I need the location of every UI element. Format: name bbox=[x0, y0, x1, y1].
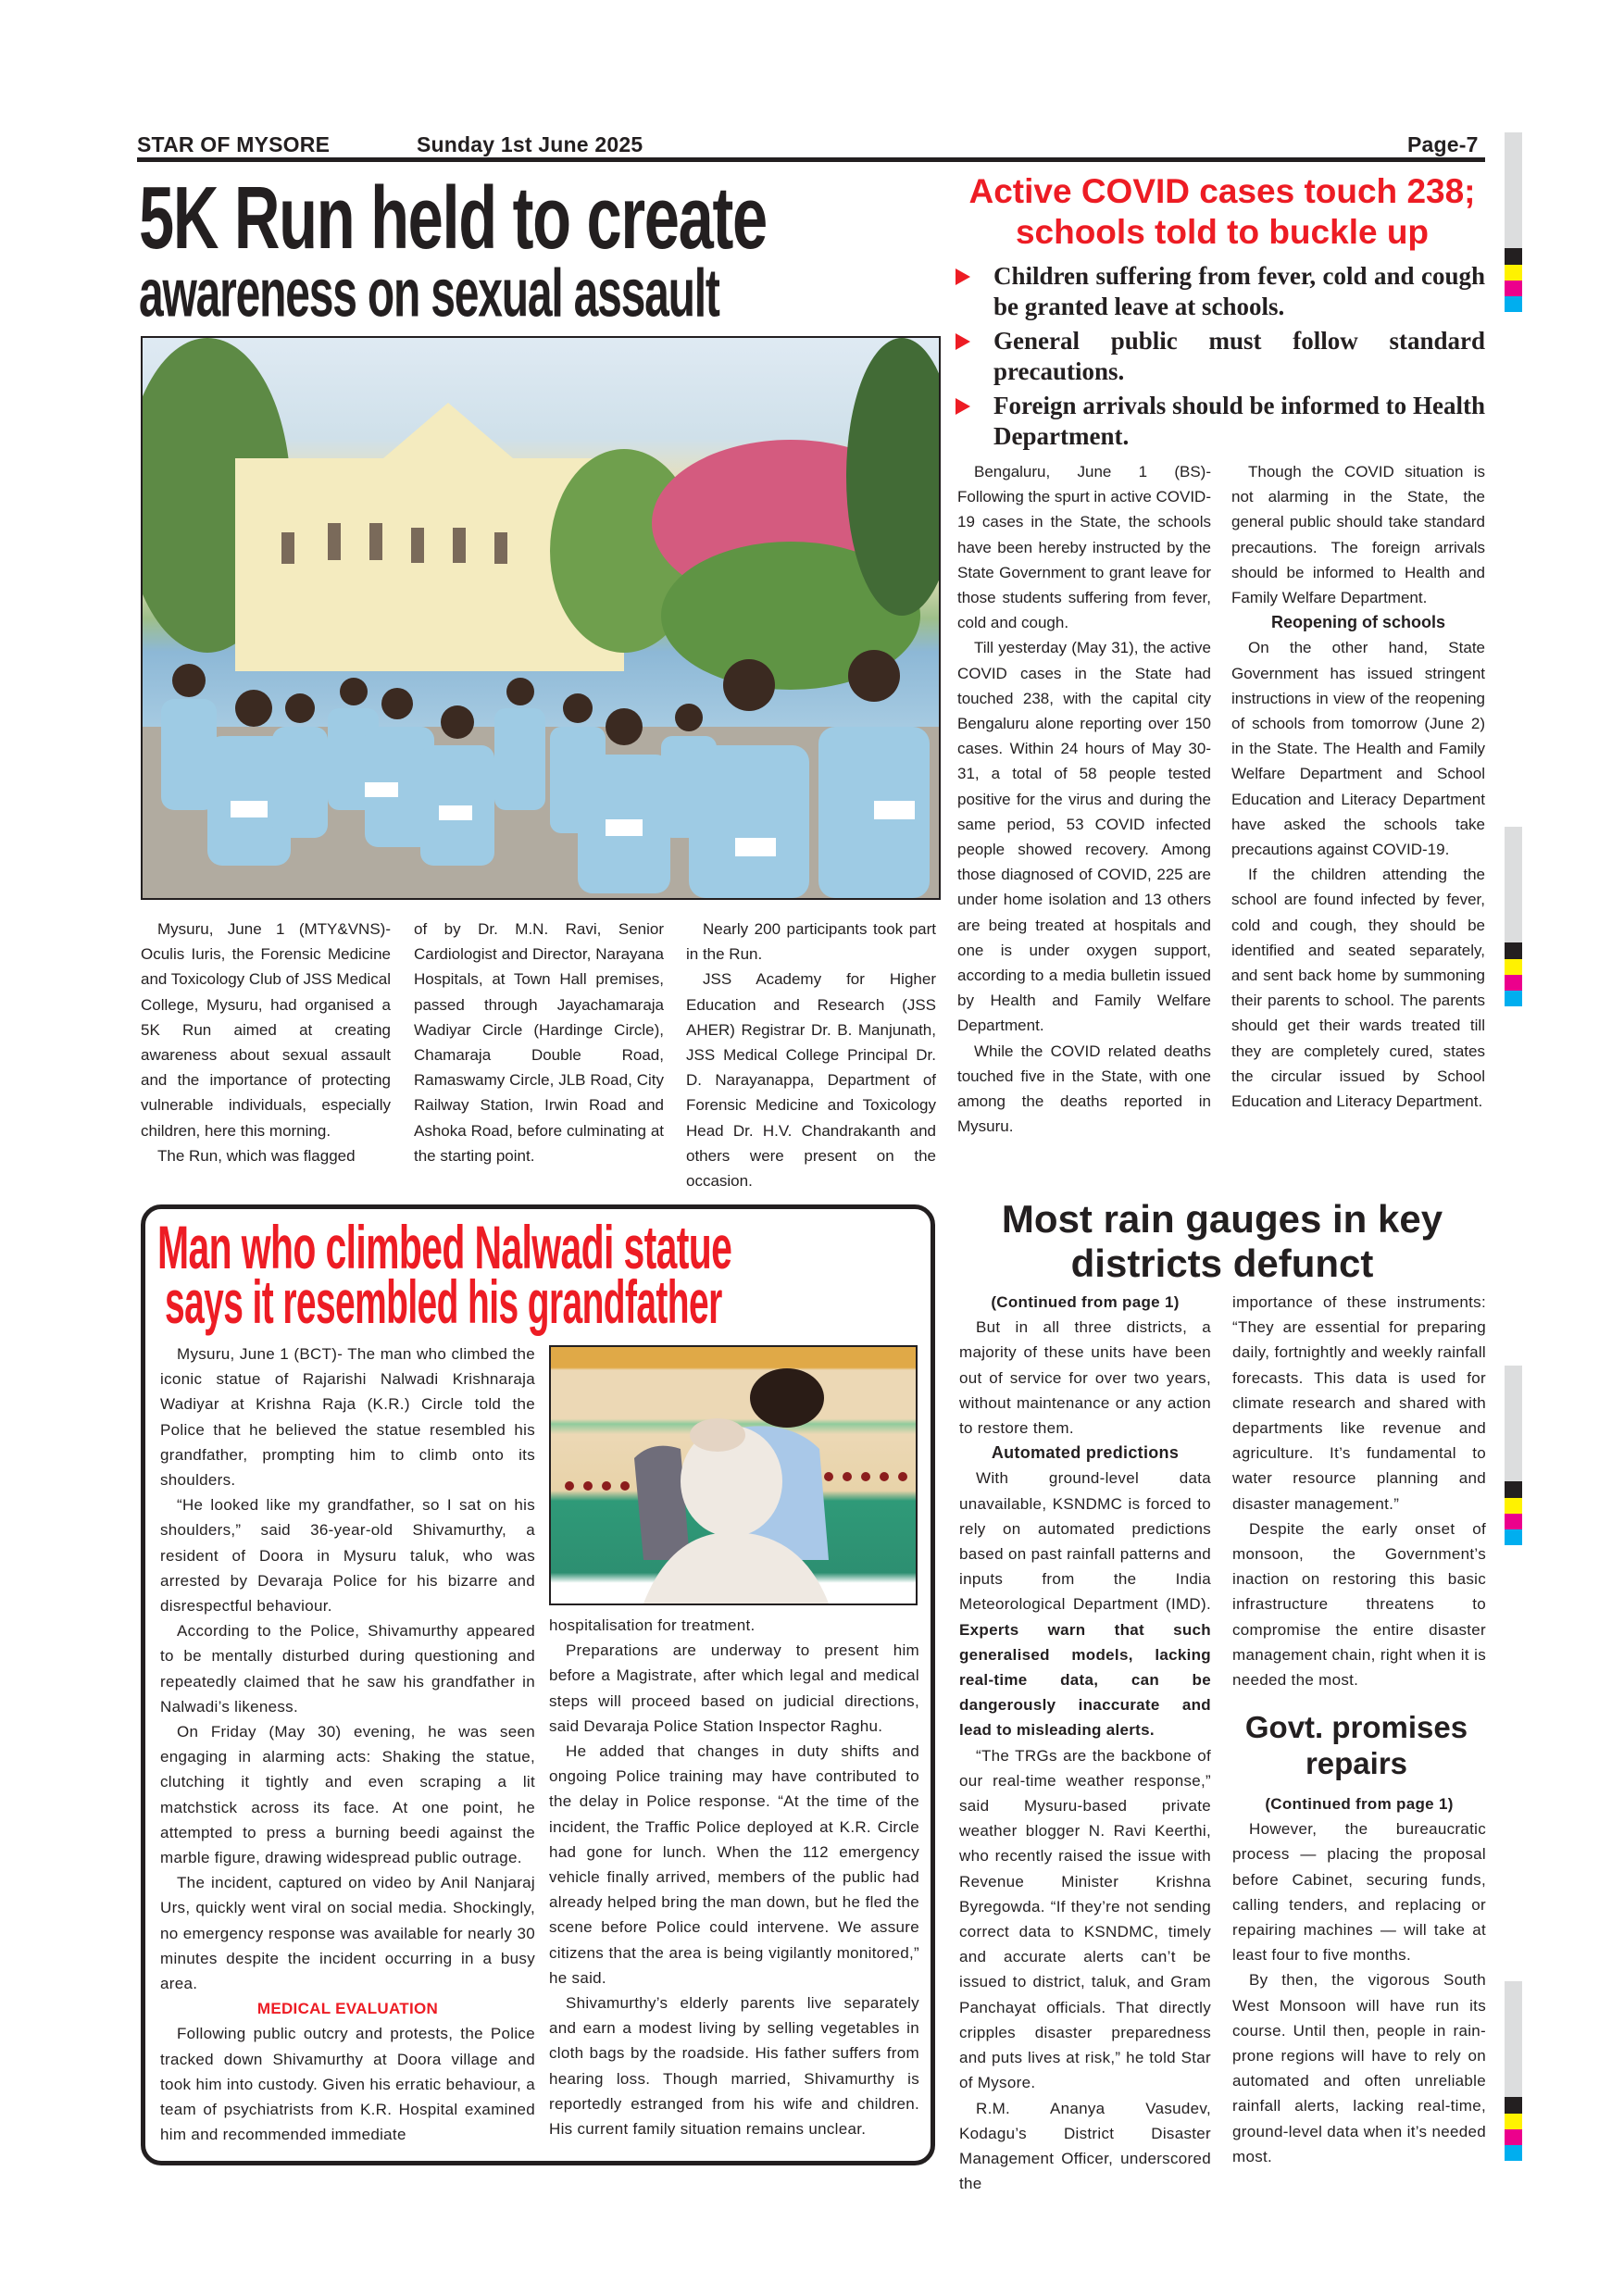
bold-quote: Experts warn that such generalised models, lacking real-time data, can be dangerously inaccurate and lead to misleading alerts. bbox=[959, 1620, 1211, 1740]
article-statue-column-1 bbox=[160, 1341, 535, 2148]
paragraph: Though the COVID situation is not alarming in the State, the general public should take standard precautions. The foreign arrivals should be informed to Health and Family Welfare Department. bbox=[1231, 463, 1485, 607]
paragraph: of by Dr. M.N. Ravi, Senior Cardiologist and Director, Narayana Hospitals, at Town Hall premises, passed through Jayachamaraja Wadiyar Circle (Hardinge Circle), Chamaraja Double Road, Ramaswamy Circle, JLB Road, City Railway Station, Irwin Road and Ashoka Road, before culminating at the starting point. bbox=[414, 920, 664, 1165]
highlight-item: Children suffering from fever, cold and cough be granted leave at schools. bbox=[954, 261, 1485, 322]
masthead-rule bbox=[137, 157, 1485, 162]
participants-walking-5k-run-photo bbox=[141, 336, 941, 900]
subheading-automated-predictions: Automated predictions bbox=[991, 1443, 1180, 1463]
article-rain-column-1 bbox=[959, 1290, 1211, 2196]
paragraph: Nearly 200 participants took part in the Run. bbox=[686, 920, 936, 964]
article-covid-column-2 bbox=[1231, 459, 1485, 1114]
red-triangle-bullet-icon bbox=[956, 268, 970, 285]
masthead-paper-name: STAR OF MYSORE bbox=[137, 132, 331, 156]
article-5k-run-column-3 bbox=[686, 917, 936, 1193]
headline-statue-line2: says it resembled his grandfather bbox=[165, 1267, 722, 1336]
masthead-date: Sunday 1st June 2025 bbox=[417, 132, 643, 156]
paragraph: R.M. Ananya Vasudev, Kodagu’s District Disaster Management Officer, underscored the bbox=[959, 2099, 1211, 2193]
man-on-statue-photo bbox=[549, 1345, 918, 1605]
subheading-medical-evaluation: MEDICAL EVALUATION bbox=[256, 2000, 439, 2018]
paragraph: With ground-level data unavailable, KSNDMC is forced to rely on automated predictions based on past rainfall patterns and inputs from the India Meteorological Department (IMD). Experts warn that such generalised models, lacking real-time data, can be dangerously inaccurate and lead to misleading alerts. bbox=[959, 1469, 1211, 1740]
headline-rain-gauges bbox=[954, 1197, 1491, 1286]
paragraph: “The TRGs are the backbone of our real-time weather response,” said Mysuru-based private weather blogger N. Ravi Keerthi, who recently raised the issue with Revenue Minister Krishna Byregowda. “If they’re not sending correct data to KSNDMC, timely and accurate alerts can’t be issued to district, taluk, and Gram Panchayat officials. That directly cripples disaster preparedness and puts lives at risk,” he told Star of Mysore. bbox=[959, 1746, 1211, 2092]
paragraph: Despite the early onset of monsoon, the Government’s inaction on restoring this basic infrastructure threatens to compromise the entire disaster management chain, right when it is needed the most. bbox=[1232, 1519, 1486, 1690]
red-triangle-bullet-icon bbox=[956, 333, 970, 350]
paragraph: JSS Academy for Higher Education and Research (JSS AHER) Registrar Dr. B. Manjunath, JSS Medical College Principal Dr. D. Narayanappa, Department of Forensic Medicine and Toxicology Head Dr. H.V. Chandrakanth and others were present on the occasion. bbox=[686, 970, 936, 1191]
run-photo-illustration bbox=[143, 338, 939, 898]
paragraph: By then, the vigorous South West Monsoon will have run its course. Until then, people in rain-prone regions will have to rely on automated and often unreliable rainfall alerts, lacking real-time, ground-level data when it’s needed most. bbox=[1232, 1971, 1486, 2165]
paragraph: On the other hand, State Government has issued stringent instructions in view of the reopening of schools from tomorrow (June 2) in the State. The Health and Family Welfare Department and School Education and Literacy Department have asked the schools take precautions against COVID-19. bbox=[1231, 639, 1485, 859]
paragraph: However, the bureaucratic process — placing the proposal before Cabinet, securing funds, calling tenders, and replacing or repairing machines — will take at least four to five months. bbox=[1232, 1820, 1486, 1965]
paragraph: The incident, captured on video by Anil Nanjaraj Urs, quickly went viral on social media. Shockingly, no emergency response was available for nearly 30 minutes despite the incident occurring in a busy area. bbox=[160, 1874, 535, 1993]
headline-5k-run-line1: 5K Run held to create bbox=[139, 168, 767, 268]
covid-highlights-list bbox=[954, 261, 1485, 455]
paragraph: While the COVID related deaths touched five in the State, with one among the deaths reported in Mysuru. bbox=[957, 1042, 1211, 1136]
paragraph: Till yesterday (May 31), the active COVID cases in the State had touched 238, with the capital city Bengaluru alone reporting over 150 cases. Within 24 hours of May 30-31, a total of 58 people tested positive for the virus and during the same period, 53 COVID infected people showed recovery. Among those diagnosed of COVID, 225 are under home isolation and 13 others are being treated at hospitals and one is under oxygen support, according to a media bulletin issued by Health and Family Welfare Department. bbox=[957, 639, 1211, 1035]
paragraph: Mysuru, June 1 (MTY&VNS)- Oculis Iuris, the Forensic Medicine and Toxicology Club of JSS Medical College, Mysuru, had organised a 5K Run aimed at creating awareness about sexual assault and the importance of protecting vulnerable individuals, especially children, here this morning. bbox=[141, 920, 391, 1140]
paragraph: The Run, which was flagged bbox=[157, 1146, 356, 1165]
highlight-item: Foreign arrivals should be informed to Health Department. bbox=[954, 391, 1485, 452]
headline-rain-line2: districts defunct bbox=[1070, 1242, 1374, 1285]
paragraph: Shivamurthy’s elderly parents live separately and earn a modest living by selling vegetables in cloth bags by the roadside. His father suffers from hearing loss. Though married, Shivamurthy is reportedly estranged from his wife and children. His current family situation remains unclear. bbox=[549, 1994, 919, 2139]
paragraph: Following public outcry and protests, the Police tracked down Shivamurthy at Doora village and took him into custody. Given his erratic behaviour, a team of psychiatrists from K.R. Hospital examined him and recommended immediate bbox=[160, 2025, 535, 2144]
article-rain-column-2 bbox=[1232, 1290, 1486, 1692]
paragraph: “He looked like my grandfather, so I sat on his shoulders,” said 36-year-old Shivamurthy, a resident of Doora in Mysuru taluk, who was arrested by Devaraja Police for his bizarre and disrespectful behaviour. bbox=[160, 1496, 535, 1616]
paragraph: Bengaluru, June 1 (BS)- Following the spurt in active COVID-19 cases in the State, the schools have been hereby instructed by the State Government to grant leave for those students suffering from fever, cold and cough. bbox=[957, 463, 1211, 632]
color-registration-bar bbox=[1505, 1981, 1522, 2161]
article-statue-column-2 bbox=[549, 1613, 919, 2141]
color-registration-bar bbox=[1505, 1366, 1522, 1545]
subheading-reopening-of-schools: Reopening of schools bbox=[1270, 613, 1445, 632]
paragraph: According to the Police, Shivamurthy appeared to be mentally disturbed during questioning and repeatedly claimed that he saw his grandfather in Nalwadi’s likeness. bbox=[160, 1622, 535, 1716]
headline-statue-line1: Man who climbed Nalwadi statue bbox=[157, 1213, 732, 1281]
headline-5k-run-line2: awareness on sexual assault bbox=[139, 255, 719, 331]
masthead-page-number: Page-7 bbox=[1407, 132, 1479, 156]
highlight-item: General public must follow standard precautions. bbox=[954, 326, 1485, 387]
article-covid-column-1 bbox=[957, 459, 1211, 1139]
red-triangle-bullet-icon bbox=[956, 398, 970, 415]
paragraph: importance of these instruments: “They are essential for preparing daily, fortnightly and weekly rainfall forecasts. This data is used for climate research and shared with departments like revenue and agriculture. It’s fundamental to water resource planning and disaster management.” bbox=[1232, 1293, 1486, 1513]
color-registration-bar bbox=[1505, 827, 1522, 1006]
paragraph: But in all three districts, a majority of these units have been out of service for over two years, without maintenance or any action to restore them. bbox=[959, 1318, 1211, 1438]
paragraph: If the children attending the school are found infected by fever, cold and cough, they should be identified and seated separately, and sent back home by summoning their parents to school. The parents should get their wards treated till they are completely cured, states the circular issued by School Education and Literacy Department. bbox=[1231, 866, 1485, 1111]
headline-covid-line2: schools told to buckle up bbox=[1015, 213, 1430, 251]
headline-covid bbox=[954, 171, 1491, 253]
headline-rain-line1: Most rain gauges in key bbox=[1001, 1197, 1443, 1241]
article-govt-column bbox=[1232, 1791, 1486, 2169]
paragraph: He added that changes in duty shifts and ongoing Police training may have contributed to the delay in Police response. “At the time of the incident, the Traffic Police deployed at K.R. Circle had gone for lunch. When the 112 emergency vehicle finally arrived, members of the public had already helped bring the man down, but he fled the scene before Police could intervene. We assure citizens that the area is being vigilantly monitored,” he said. bbox=[549, 1742, 919, 1987]
paragraph: On Friday (May 30) evening, he was seen engaging in alarming acts: Shaking the statue, clutching it tightly and even scraping a lit matchstick across its face. At one point, he attempted to press a burning beedi against the marble figure, drawing widespread public outrage. bbox=[160, 1723, 535, 1867]
article-5k-run-column-2 bbox=[414, 917, 664, 1168]
paragraph: hospitalisation for treatment. bbox=[549, 1616, 756, 1634]
continued-from-page-1: (Continued from page 1) bbox=[1265, 1795, 1454, 1813]
headline-govt-repairs: Govt. promises repairs bbox=[1244, 1710, 1468, 1780]
continued-from-page-1: (Continued from page 1) bbox=[991, 1293, 1180, 1311]
paragraph: Mysuru, June 1 (BCT)- The man who climbed the iconic statue of Rajarishi Nalwadi Krishnaraja Wadiyar at Krishna Raja (K.R.) Circle told the Police that he believed the statue resembled his grandfather, prompting him to climb onto its shoulders. bbox=[160, 1345, 535, 1490]
color-registration-bar bbox=[1505, 132, 1522, 312]
article-5k-run-column-1 bbox=[141, 917, 391, 1168]
paragraph: Preparations are underway to present him before a Magistrate, after which legal and medical steps will proceed based on judicial directions, said Devaraja Police Station Inspector Raghu. bbox=[549, 1641, 919, 1735]
headline-covid-line1: Active COVID cases touch 238; bbox=[968, 172, 1476, 210]
statue-photo-illustration bbox=[551, 1347, 916, 1603]
